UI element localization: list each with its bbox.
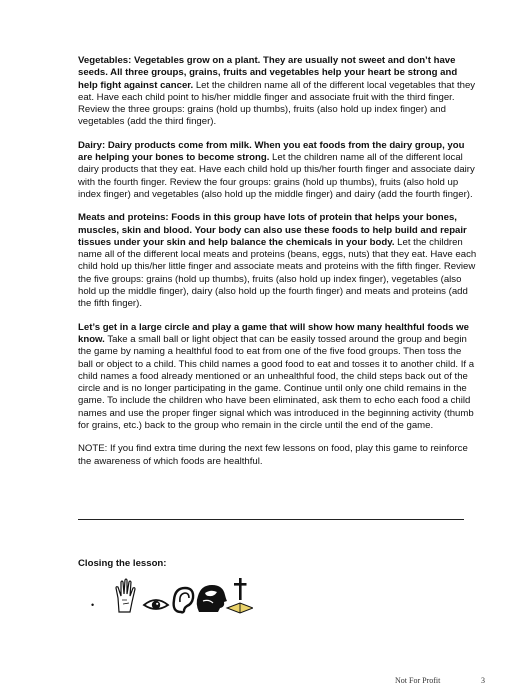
footer-label: Not For Profit: [395, 676, 441, 685]
note-paragraph: [78, 443, 478, 468]
ear-icon: [174, 588, 193, 612]
dairy-heading: Dairy: Dairy products come from milk. When you eat foods from the dairy group, you are helping your bones to become strong.: [78, 139, 465, 164]
dairy-paragraph: [78, 140, 478, 201]
meats-paragraph: [78, 212, 478, 310]
note-text: NOTE: If you find extra time during the next few lessons on food, play this game to reinforce the awareness of which foods are healthful.: [78, 443, 468, 467]
meats-heading: Meats and proteins: Foods in this group have lots of protein that helps your bones, muscles, skin and blood. Your body can also use these foods to help build and repair tissues under your skin and help balance the chemicals in your body.: [78, 212, 467, 248]
vegetables-paragraph: [78, 55, 478, 129]
cross-book-icon: [227, 578, 253, 613]
vegetables-text: Let the children name all of the different local vegetables that they eat. Have each child point to his/her middle finger and associate fruit with the third finger. Review the three groups: grains (hold up thumbs), fruits (also hold up index finger) and vegetables (add the third finger).: [78, 79, 476, 128]
eye-icon: [144, 600, 168, 609]
bullet-point: •: [91, 600, 95, 610]
horizontal-divider: [78, 519, 464, 520]
game-text: Take a small ball or light object that can be easily tossed around the group and begin the game by naming a healthful food to eat from one of the five food groups. Then toss the ball or object to a child. This child names a good food to eat and tosses it to another child. If a child names a food already mentioned or an unhealthful food, the child steps back out of the circle and is no longer participating in the game. Continue until only one child remains in the game. To include the children who have been eliminated, ask them to echo each food a child names and use the proper finger signal which was introduced in the beginning activity (thumb for grains, etc.) back to the group who remain in the circle until the end of the game.: [78, 333, 475, 432]
vegetables-heading: Vegetables: Vegetables grow on a plant. They are usually not sweet and don’t have seeds. All three groups, grains, fruits and vegetables help your heart be strong and help fight against cancer.: [78, 55, 458, 91]
hand-icon: [116, 579, 135, 612]
page-number: 3: [481, 676, 485, 685]
meats-text: Let the children name all of the different local meats and proteins (beans, eggs, nuts) that they eat. Have each child hold up this/her little finger and associate meats and proteins with the fifth finger. Review the five groups: grains (hold up thumbs), fruits (also hold up index finger), vegetables (also hold up the middle finger), dairy (also hold up the fourth finger) and meats and proteins (add the fifth finger).: [78, 236, 477, 310]
head-icon: [197, 585, 227, 612]
game-paragraph: [78, 322, 478, 433]
lesson-body: [78, 55, 478, 479]
closing-heading: Closing the lesson:: [78, 558, 167, 569]
closing-icons-strip: [113, 576, 253, 616]
game-heading: Let’s get in a large circle and play a game that will show how many healthful foods we know.: [78, 321, 469, 345]
dairy-text: Let the children name all of the different local dairy products that they eat. Have each child hold up this/her fourth finger and associate dairy with the fourth finger. Review the four groups: grains (hold up thumbs), fruits (also hold up index finger) and vegetables (also hold up the middle finger) and dairy (add the fourth finger).: [78, 152, 475, 200]
